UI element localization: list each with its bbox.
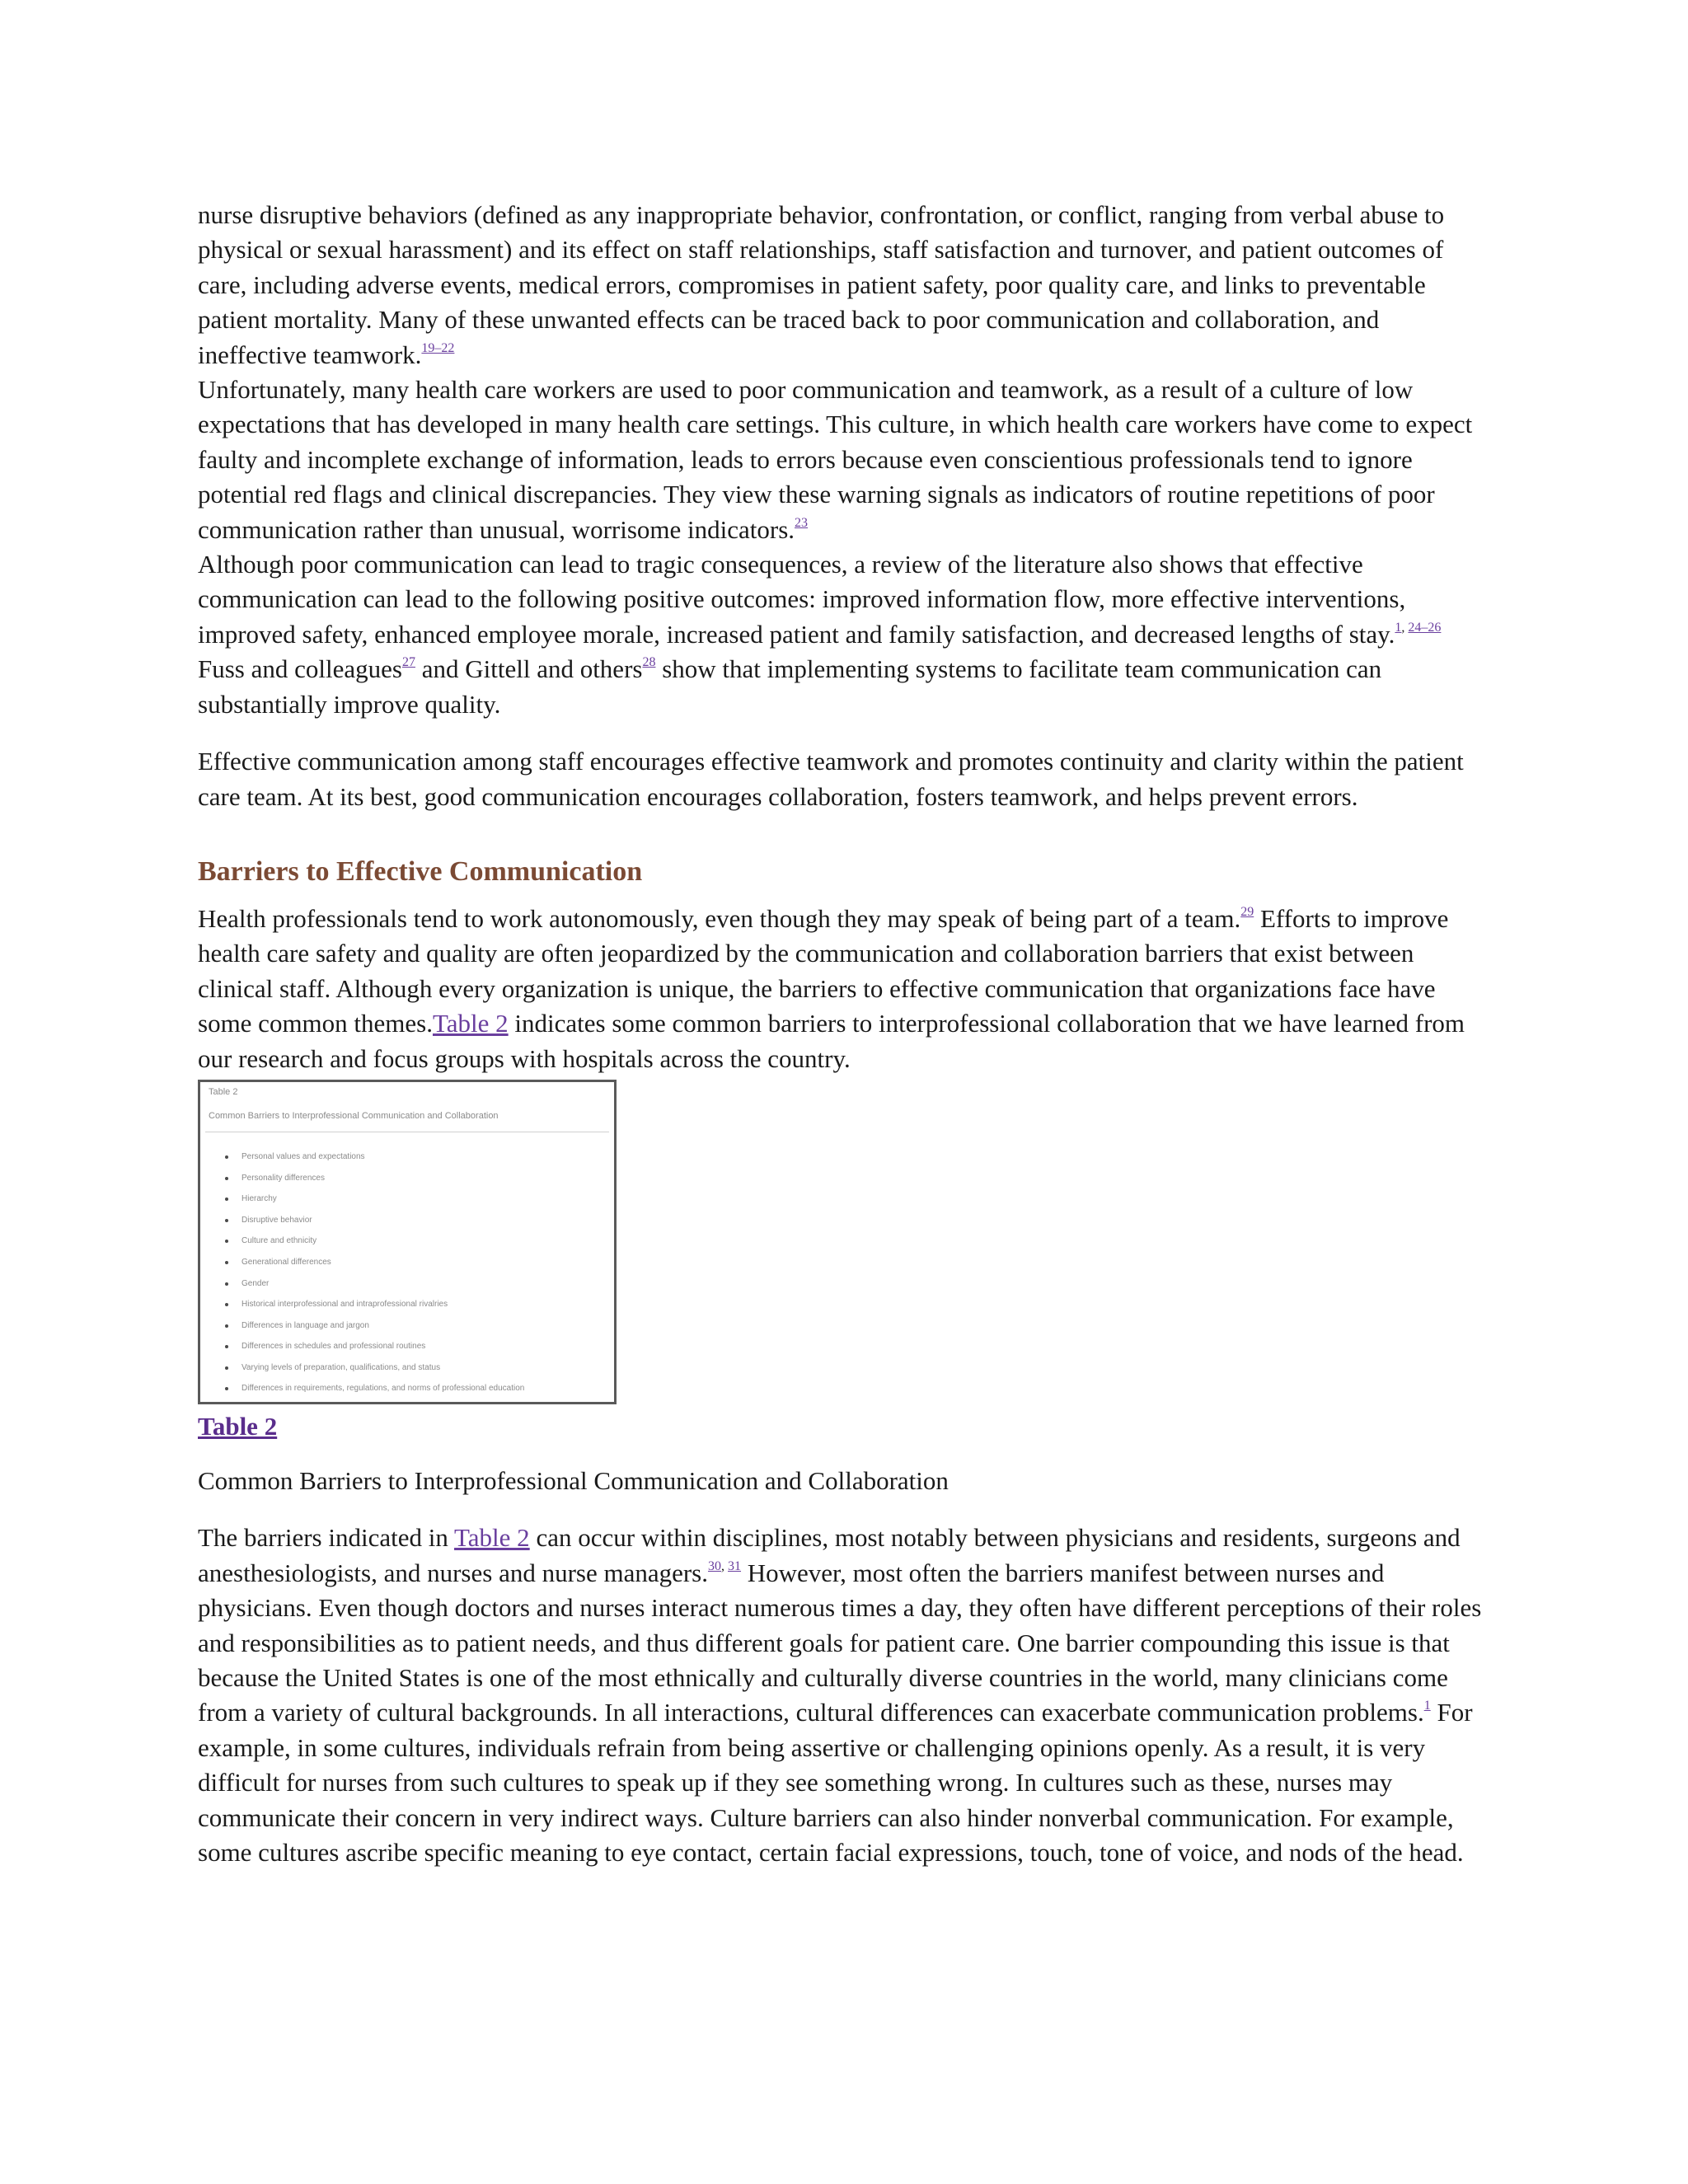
table-2-thumbnail[interactable]: [198, 1080, 617, 1404]
paragraph-text: Health professionals tend to work autonomously, even though they may speak of being part of a team.: [198, 903, 1241, 933]
list-item: Culture and ethnicity: [241, 1230, 524, 1252]
reference-sup: [1424, 1699, 1431, 1713]
list-item: Personality differences: [241, 1168, 524, 1189]
section-heading-barriers: Barriers to Effective Communication: [198, 855, 643, 887]
reference-link-27[interactable]: 27: [401, 655, 415, 670]
reference-link-28[interactable]: 28: [642, 655, 656, 670]
reference-sup: [642, 655, 655, 669]
paragraph-effective-communication: Effective communication among staff encourages effective teamwork and promotes continuity and clarity within the patient care team. At its best, good communication encourages collaboration, fosters teamwork, and helps prevent errors.: [198, 747, 1464, 811]
list-item: Differences in language and jargon: [241, 1315, 524, 1337]
paragraph-disruptive-behaviors: [198, 198, 1492, 373]
paragraph-positive-outcomes: [198, 547, 1492, 722]
reference-link-31[interactable]: 31: [728, 1558, 742, 1573]
list-item: Differences in requirements, regulations, and norms of professional education: [241, 1378, 524, 1399]
list-item: Gender: [241, 1273, 524, 1295]
reference-sup: [1395, 621, 1441, 635]
paragraph-poor-communication-culture: [198, 373, 1492, 547]
paragraph-text: and Gittell and others: [415, 654, 643, 684]
paragraph-text: nurse disruptive behaviors (defined as any inappropriate behavior, confrontation, or conflict, ranging from verbal abuse to physical or sexual harassment) and its effect on staff relationships, staff satisfaction and turnover, and patient outcomes of care, including adverse events, medical errors, compromises in patient safety, poor quality care, and links to preventable patient mortality. Many of these unwanted effects can be traced back to poor communication and collaboration, and ineffective teamwork.: [198, 200, 1445, 369]
table-2-title: [198, 1409, 1492, 1444]
list-item: Hierarchy: [241, 1188, 524, 1210]
article-body: [198, 198, 1492, 1870]
list-item: Differences in schedules and professional routines: [241, 1336, 524, 1357]
reference-sup: [402, 655, 415, 669]
list-item: Personal values and expectations: [241, 1146, 524, 1168]
reference-link-19-22[interactable]: 19–22: [421, 340, 455, 355]
thumbnail-barrier-list: [237, 1146, 524, 1399]
reference-link-29[interactable]: 29: [1240, 904, 1254, 919]
paragraph-text: show that implementing systems to facilitate team communication can substantially improve quality.: [198, 654, 1382, 719]
list-item: Varying levels of preparation, qualifications, and status: [241, 1357, 524, 1379]
paragraph-text: Efforts to improve health care safety and quality are often jeopardized by the communication and collaboration barriers that exist between clinical staff. Although every organization is unique, the barriers to effective communication that organizations face have some common themes.: [198, 903, 1449, 1038]
list-item: Generational differences: [241, 1252, 524, 1273]
paragraph-text: For example, in some cultures, individuals refrain from being assertive or challenging opinions openly. As a result, it is very difficult for nurses from such cultures to speak up if they see something wrong. In cultures such as these, nurses may communicate their concern in very indirect ways. Culture barriers can also hinder nonverbal communication. For example, some cultures ascribe specific meaning to eye contact, certain facial expressions, touch, tone of voice, and nods of the head.: [198, 1698, 1473, 1867]
reference-separator: ,: [721, 1558, 729, 1573]
reference-link-1[interactable]: 1: [1395, 620, 1402, 635]
reference-link-1[interactable]: 1: [1423, 1699, 1431, 1713]
table-2-title-link[interactable]: Table 2: [198, 1411, 278, 1441]
list-item: Historical interprofessional and intraprofessional rivalries: [241, 1294, 524, 1315]
reference-link-30[interactable]: 30: [708, 1558, 722, 1573]
thumbnail-table-label: Table 2: [209, 1086, 238, 1097]
paragraph-barriers-intro: [198, 902, 1492, 1076]
thumbnail-table-caption: Common Barriers to Interprofessional Communication and Collaboration: [209, 1110, 499, 1121]
reference-sup: [795, 516, 808, 530]
list-item: Disruptive behavior: [241, 1210, 524, 1231]
paragraph-text: Unfortunately, many health care workers are used to poor communication and teamwork, as a result of a culture of low expectations that has developed in many health care settings. This culture, in which health care workers have come to expect faulty and incomplete exchange of information, leads to errors because even conscientious professionals tend to ignore potential red flags and clinical discrepancies. They view these warning signals as indicators of routine repetitions of poor communication rather than unusual, worrisome indicators.: [198, 375, 1473, 544]
reference-sup: [708, 1559, 741, 1573]
reference-sup: [421, 341, 454, 355]
paragraph-text: Although poor communication can lead to tragic consequences, a review of the literature also shows that effective communication can lead to the following positive outcomes: improved information flow, more effective interventions, improved safety, enhanced employee morale, increased patient and family satisfaction, and decreased lengths of stay.: [198, 550, 1406, 649]
paragraph-cultural-barriers: [198, 1521, 1492, 1870]
reference-separator: ,: [1401, 620, 1409, 635]
table-2-link[interactable]: Table 2: [454, 1523, 530, 1553]
reference-link-24-26[interactable]: 24–26: [1408, 620, 1442, 635]
paragraph-text: However, most often the barriers manifest between nurses and physicians. Even though doctors and nurses interact numerous times a day, they often have different perceptions of their roles and responsibilities as to patient needs, and thus different goals for patient care. One barrier compounding this issue is that because the United States is one of the most ethnically and culturally diverse countries in the world, many clinicians come from a variety of cultural backgrounds. In all interactions, cultural differences can exacerbate communication problems.: [198, 1558, 1482, 1727]
paragraph-text: The barriers indicated in: [198, 1523, 455, 1553]
table-2-caption: Common Barriers to Interprofessional Communication and Collaboration: [198, 1465, 949, 1495]
paragraph-text: Fuss and colleagues: [198, 654, 402, 684]
reference-sup: [1240, 905, 1254, 919]
reference-link-23[interactable]: 23: [795, 515, 809, 530]
paragraph-text: indicates some common barriers to interprofessional collaboration that we have learned from our research and focus groups with hospitals across the country.: [198, 1009, 1465, 1073]
paragraph-text: can occur within disciplines, most notably between physicians and residents, surgeons and anesthesiologists, and nurses and nurse managers.: [198, 1523, 1461, 1587]
table-2-link[interactable]: Table 2: [432, 1009, 509, 1038]
